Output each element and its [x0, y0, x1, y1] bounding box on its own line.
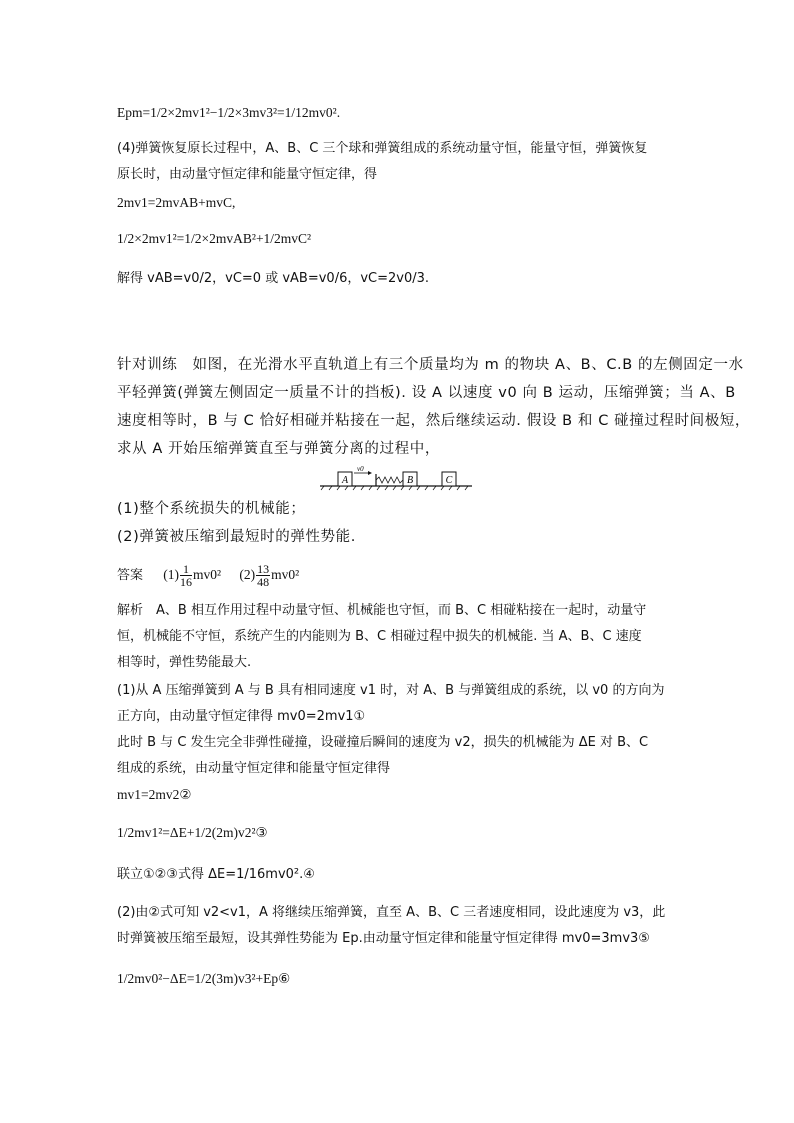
- block-c-label: C: [445, 475, 453, 486]
- exercise-line-3: 速度相等时，B 与 C 恰好相碰并粘接在一起，然后继续运动. 假设 B 和 C 碰撞过程时间极短，: [117, 413, 751, 429]
- part1-line-4: 组成的系统，由动量守恒定律和能量守恒定律得: [117, 761, 391, 776]
- part2-line-1: (2)由②式可知 v2<v1，A 将继续压缩弹簧，直至 A、B、C 三者速度相同，设此速度为 v3，此: [117, 905, 666, 920]
- epm-formula: Epm=1/2×2mv1²−1/2×3mv3²=1/12mv0².: [117, 105, 341, 120]
- answer-label: 答案: [117, 568, 144, 583]
- equation-4: 联立①②③式得 ΔE=1/16mv0².④: [117, 867, 315, 882]
- answer-line: [117, 562, 299, 589]
- part4-line-2: 原长时，由动量守恒定律和能量守恒定律，得: [117, 167, 378, 182]
- velocity-label: v0: [357, 466, 364, 473]
- exercise-line-2: 平轻弹簧(弹簧左侧固定一质量不计的挡板). 设 A 以速度 v0 向 B 运动，压缩弹簧；当 A、B: [117, 385, 736, 401]
- part1-line-2: 正方向，由动量守恒定律得 mv0=2mv1①: [117, 709, 366, 724]
- part2-line-2: 时弹簧被压缩至最短，设其弹性势能为 Ep.由动量守恒定律和能量守恒定律得 mv0=3mv3⑤: [117, 931, 650, 946]
- exercise-line-1: 针对训练 如图，在光滑水平直轨道上有三个质量均为 m 的物块 A、B、C.B 的左侧固定一水: [117, 357, 744, 373]
- block-a-label: A: [341, 475, 349, 486]
- analysis-line-1: 解析 A、B 相互作用过程中动量守恒、机械能也守恒，而 B、C 相碰粘接在一起时，动量守: [117, 603, 647, 618]
- blocks-spring-figure: [320, 466, 472, 492]
- answer-2-fraction: $\frac{13}{48}$: [257, 562, 270, 589]
- answer-2-tail: mv0²: [271, 567, 300, 582]
- analysis-line-2: 恒，机械能不守恒，系统产生的内能则为 B、C 相碰过程中损失的机械能. 当 A、B、C 速度: [117, 629, 642, 644]
- part4-line-1: (4)弹簧恢复原长过程中，A、B、C 三个球和弹簧组成的系统动量守恒，能量守恒，弹簧恢复: [117, 141, 648, 156]
- part1-line-1: (1)从 A 压缩弹簧到 A 与 B 具有相同速度 v1 时，对 A、B 与弹簧组成的系统，以 v0 的方向为: [117, 683, 665, 698]
- equation-2: mv1=2mv2②: [117, 787, 192, 802]
- answer-2-prefix: (2): [239, 567, 256, 582]
- block-b-label: B: [406, 475, 414, 486]
- exercise-line-4: 求从 A 开始压缩弹簧直至与弹簧分离的过程中，: [117, 441, 440, 457]
- momentum-equation: 2mv1=2mvAB+mvC,: [117, 195, 236, 210]
- solution-line: 解得 vAB=v0/2，vC=0 或 vAB=v0/6，vC=2v0/3.: [117, 271, 430, 286]
- question-2: (2)弹簧被压缩到最短时的弹性势能.: [117, 529, 356, 545]
- question-1: (1)整个系统损失的机械能；: [117, 501, 306, 517]
- energy-equation: 1/2×2mv1²=1/2×2mvAB²+1/2mvC²: [117, 231, 312, 246]
- part1-line-3: 此时 B 与 C 发生完全非弹性碰撞，设碰撞后瞬间的速度为 v2，损失的机械能为 ΔE 对 B、C: [117, 735, 649, 750]
- answer-1-fraction: $\frac{1}{16}$: [180, 562, 193, 589]
- spring-coil: [376, 477, 403, 483]
- equation-3: 1/2mv1²=ΔE+1/2(2m)v2²③: [117, 825, 268, 840]
- analysis-line-3: 相等时，弹性势能最大.: [117, 655, 252, 670]
- answer-1-prefix: (1): [163, 567, 180, 582]
- equation-6: 1/2mv0²−ΔE=1/2(3m)v3²+Ep⑥: [117, 971, 291, 986]
- velocity-arrowhead: [368, 471, 372, 475]
- answer-1-tail: mv0²: [193, 567, 222, 582]
